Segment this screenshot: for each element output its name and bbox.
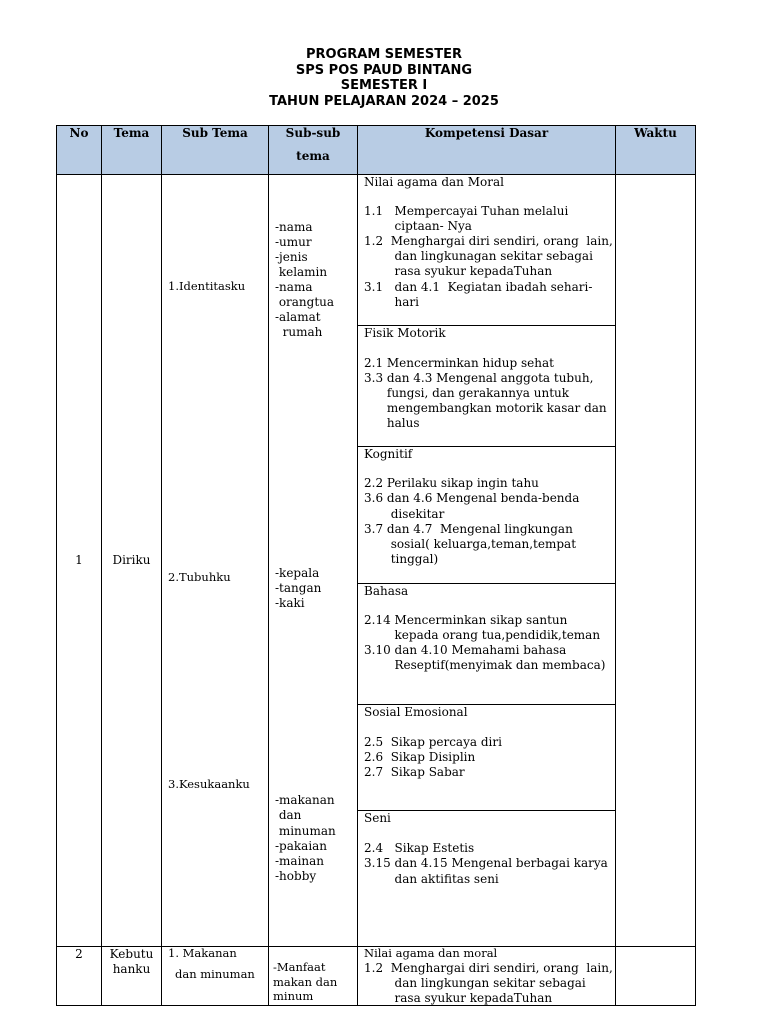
kd-line: tinggal) xyxy=(364,552,439,566)
list-item: -alamat xyxy=(275,310,321,324)
kd-line: mengembangkan motorik kasar dan xyxy=(364,401,607,415)
header-sub-sub-tema-2: tema xyxy=(296,149,330,163)
kd-line: hari xyxy=(364,295,419,309)
list-item: -Manfaat xyxy=(273,960,326,974)
kd-line: rasa syukur kepadaTuhan xyxy=(364,264,553,278)
header-sub-sub-tema: Sub-sub xyxy=(285,126,341,140)
kd-line: 3.6 dan 4.6 Mengenal benda-benda xyxy=(364,491,580,505)
kd-line: dan lingkungan sekitar sebagai xyxy=(364,976,586,990)
kd-line: 3.3 dan 4.3 Mengenal anggota tubuh, xyxy=(364,371,594,385)
list-item: minum xyxy=(273,989,314,1003)
list-item: makan dan xyxy=(273,975,338,989)
kd-line: 2.7 Sikap Sabar xyxy=(364,765,465,779)
kd-line: kepada orang tua,pendidik,teman xyxy=(364,628,601,642)
kd-heading: Bahasa xyxy=(364,584,409,598)
row2-tema-2: hanku xyxy=(112,962,151,976)
kd-line: 2.2 Perilaku sikap ingin tahu xyxy=(364,476,539,490)
list-item: -kepala xyxy=(275,566,320,580)
kd-line: 3.10 dan 4.10 Memahami bahasa xyxy=(364,643,567,657)
kd-heading: Kognitif xyxy=(364,447,413,461)
list-item: rumah xyxy=(275,325,323,339)
list-item: -nama xyxy=(275,220,313,234)
header-waktu: Waktu xyxy=(634,126,677,140)
kd-heading: Seni xyxy=(364,811,391,825)
kd-heading: Fisik Motorik xyxy=(364,326,446,340)
doc-title-line-4: TAHUN PELAJARAN 2024 – 2025 xyxy=(269,94,499,109)
row1-subtema-1: 1.Identitasku xyxy=(168,279,246,293)
kd-line: 3.1 dan 4.1 Kegiatan ibadah sehari- xyxy=(364,280,593,294)
kd-line: 2.4 Sikap Estetis xyxy=(364,841,475,855)
list-item: dan xyxy=(275,808,302,822)
header-no: No xyxy=(69,126,89,140)
row2-tema: Kebutu xyxy=(109,947,154,961)
header-sub-tema: Sub Tema xyxy=(182,126,248,140)
kd-line: halus xyxy=(364,416,420,430)
list-item: -jenis xyxy=(275,250,308,264)
list-item: orangtua xyxy=(275,295,335,309)
kd-heading: Nilai agama dan moral xyxy=(364,946,498,960)
row2-no: 2 xyxy=(75,947,83,961)
kd-line: sosial( keluarga,teman,tempat xyxy=(364,537,577,551)
kd-line: rasa syukur kepadaTuhan xyxy=(364,991,553,1005)
doc-title-line-2: SPS POS PAUD BINTANG xyxy=(295,63,473,78)
row1-tema: Diriku xyxy=(112,553,151,567)
header-kompetensi-dasar: Kompetensi Dasar xyxy=(424,126,549,140)
doc-title-line-1: PROGRAM SEMESTER xyxy=(306,47,462,62)
row2-subtema-2: dan minuman xyxy=(175,967,255,981)
list-item: -nama xyxy=(275,280,313,294)
kd-line: fungsi, dan gerakannya untuk xyxy=(364,386,570,400)
kd-line: 1.1 Mempercayai Tuhan melalui xyxy=(364,204,569,218)
kd-heading: Nilai agama dan Moral xyxy=(364,175,504,189)
list-item: -mainan xyxy=(275,854,325,868)
kd-line: ciptaan- Nya xyxy=(364,219,472,233)
kd-line: 3.15 dan 4.15 Mengenal berbagai karya xyxy=(364,856,608,870)
kd-line: 2.6 Sikap Disiplin xyxy=(364,750,476,764)
row2-subtema: 1. Makanan xyxy=(168,946,237,960)
list-item: -pakaian xyxy=(275,839,328,853)
header-tema: Tema xyxy=(113,126,150,140)
kd-line: dan aktifitas seni xyxy=(364,872,499,886)
kd-line: 1.2 Menghargai diri sendiri, orang lain, xyxy=(364,961,613,975)
list-item: -umur xyxy=(275,235,312,249)
row1-subtema-3: 3.Kesukaanku xyxy=(168,777,250,791)
list-item: -kaki xyxy=(275,596,305,610)
kd-line: 2.14 Mencerminkan sikap santun xyxy=(364,613,568,627)
list-item: kelamin xyxy=(275,265,328,279)
kd-line: 2.5 Sikap percaya diri xyxy=(364,735,502,749)
kd-heading: Sosial Emosional xyxy=(364,705,468,719)
list-item: -hobby xyxy=(275,869,317,883)
kd-line: disekitar xyxy=(364,507,445,521)
list-item: minuman xyxy=(275,824,336,838)
row1-subtema-2: 2.Tubuhku xyxy=(168,570,231,584)
list-item: -tangan xyxy=(275,581,322,595)
kd-line: Reseptif(menyimak dan membaca) xyxy=(364,658,606,672)
row1-no: 1 xyxy=(75,553,83,567)
doc-title-line-3: SEMESTER I xyxy=(340,78,428,93)
list-item: -makanan xyxy=(275,793,335,807)
kd-line: 2.1 Mencerminkan hidup sehat xyxy=(364,356,554,370)
kd-line: dan lingkunagan sekitar sebagai xyxy=(364,249,593,263)
kd-line: 3.7 dan 4.7 Mengenal lingkungan xyxy=(364,522,573,536)
kd-line: 1.2 Menghargai diri sendiri, orang lain, xyxy=(364,234,613,248)
